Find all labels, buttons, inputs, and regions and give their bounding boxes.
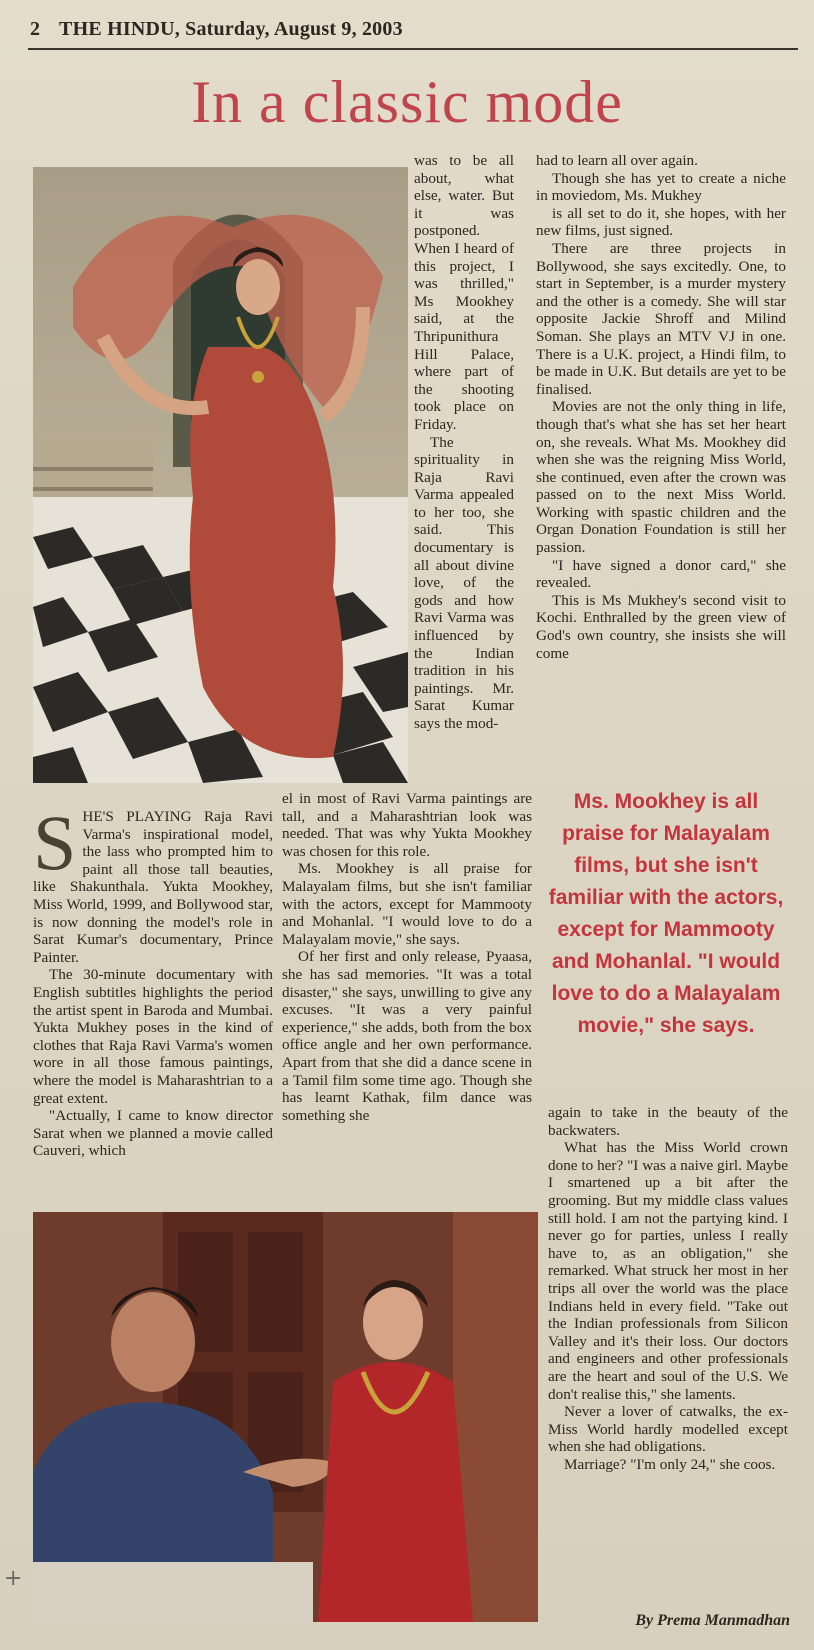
paragraph: again to take in the beauty of the backwaters. xyxy=(548,1104,788,1139)
paragraph: el in most of Ravi Varma paintings are tall, and a Maharashtrian look was needed. That was why Yukta Mookhey was chosen for this role. xyxy=(282,790,532,860)
crop-mark-icon: + xyxy=(4,1566,23,1591)
byline: By Prema Manmadhan xyxy=(635,1612,790,1629)
drop-cap: S xyxy=(33,799,77,886)
column-beside-photo xyxy=(414,152,514,733)
photo-director-and-model xyxy=(33,1212,538,1622)
photo-model-in-saree xyxy=(33,167,408,783)
column-right-top xyxy=(536,152,786,662)
paragraph: There are three projects in Bollywood, she says excitedly. One, to start in September, is a murder mystery and the other is a comedy. She will star opposite Jackie Shroff and Milind Soman. She plays an MTV VJ in one. There is a U.K. project, a Hindi film, to be made in U.K. But details are yet to be finalised. xyxy=(536,239,786,398)
paragraph: The spirituality in Raja Ravi Varma appealed to her too, she said. This documentary is all about divine love, of the gods and how Ravi Varma was influenced by the Indian tradition in his paintings. Mr. Sarat Kumar says the mod- xyxy=(414,433,514,732)
column-left-bottom xyxy=(33,799,273,1160)
paragraph: was to be all about, what else, water. But it was postponed. When I heard of this project, I was thrilled," Ms Mookhey said, at the Thripunithura Hill Palace, where part of the shooting took place on Friday. xyxy=(414,152,514,433)
masthead xyxy=(30,18,790,41)
photo-model-in-saree-image xyxy=(33,167,408,783)
paragraph: Movies are not the only thing in life, though that's what she has set her heart on, she reveals. What Ms. Mookhey did when she was the reigning Miss World, she continued, even after the crown was passed on to the next Miss World. Working with spastic children and the Organ Donation Foundation is still her passion. xyxy=(536,398,786,557)
photo-director-and-model-image xyxy=(33,1212,538,1622)
paragraph: "I have signed a donor card," she revealed. xyxy=(536,556,786,592)
column-middle-bottom xyxy=(282,790,532,1124)
paragraph: Though she has yet to create a niche in moviedom, Ms. Mukhey xyxy=(536,169,786,205)
paragraph: This is Ms Mukhey's second visit to Kochi. Enthralled by the green view of God's own country, she insists she will come xyxy=(536,591,786,662)
masthead-text: THE HINDU, Saturday, August 9, 2003 xyxy=(59,18,403,40)
paragraph: had to learn all over again. xyxy=(536,152,698,169)
column-right-bottom xyxy=(548,1104,788,1473)
headline: In a classic mode xyxy=(191,69,623,135)
paragraph: Ms. Mookhey is all praise for Malayalam films, but she isn't familiar with the actors, except for Mammooty and Mohanlal. "I would love to do a Malayalam movie," she says. xyxy=(282,860,532,948)
masthead-rule xyxy=(28,48,798,50)
paragraph: Of her first and only release, Pyaasa, she has sad memories. "It was a total disaster," she says, unwilling to give any excuses. "It was a very painful experience," she adds, both from the box office angle and her own performance. Apart from that she did a dance scene in a Tamil film some time ago. Though she has learnt Kathak, film dance was something she xyxy=(282,948,532,1124)
paragraph: Never a lover of catwalks, the ex-Miss World hardly modelled except when she had obligations. xyxy=(548,1403,788,1456)
paragraph: What has the Miss World crown done to her? "I was a naive girl. Maybe I smartened up a bit after the grooming. But my middle class values still hold. I am not the partying kind. I never go for parties, unless I really have to, as an obligation," she remarked. What struck her most in her trips all over the world was the place Indians held in every field. "Take out the Indian professionals from Silicon Valley and it's their loss. Our doctors and engineers and other professionals are the heart and soul of the U.S. We don't realise this," she laments. xyxy=(548,1139,788,1403)
page-number: 2 xyxy=(30,18,41,40)
paragraph: The 30-minute documentary with English subtitles highlights the period the artist spent in Baroda and Mumbai. Yukta Mukhey poses in the kind of clothes that Raja Ravi Varma's women wore in all those famous paintings, where the model is Maharashtrian to a great extent. xyxy=(33,966,273,1107)
paragraph: is all set to do it, she hopes, with her new films, just signed. xyxy=(536,204,786,240)
paragraph: HE'S PLAYING Raja Ravi Varma's inspirational model, the lass who prompted him to paint all those tall beauties, like Shakunthala. Yukta Mookhey, Miss World, 1999, and Bollywood star, is now donning the model's role in Sarat Kumar's documentary, Prince Painter. xyxy=(33,808,273,966)
pull-quote: Ms. Mookhey is all praise for Malayalam films, but she isn't familiar with the actors, except for Mammooty and Mohanlal. "I would love to do a Malayalam movie," she says. xyxy=(548,790,784,1037)
paragraph: "Actually, I came to know director Sarat when we planned a movie called Cauveri, which xyxy=(33,1107,273,1160)
paragraph: Marriage? "I'm only 24," she coos. xyxy=(564,1455,776,1473)
